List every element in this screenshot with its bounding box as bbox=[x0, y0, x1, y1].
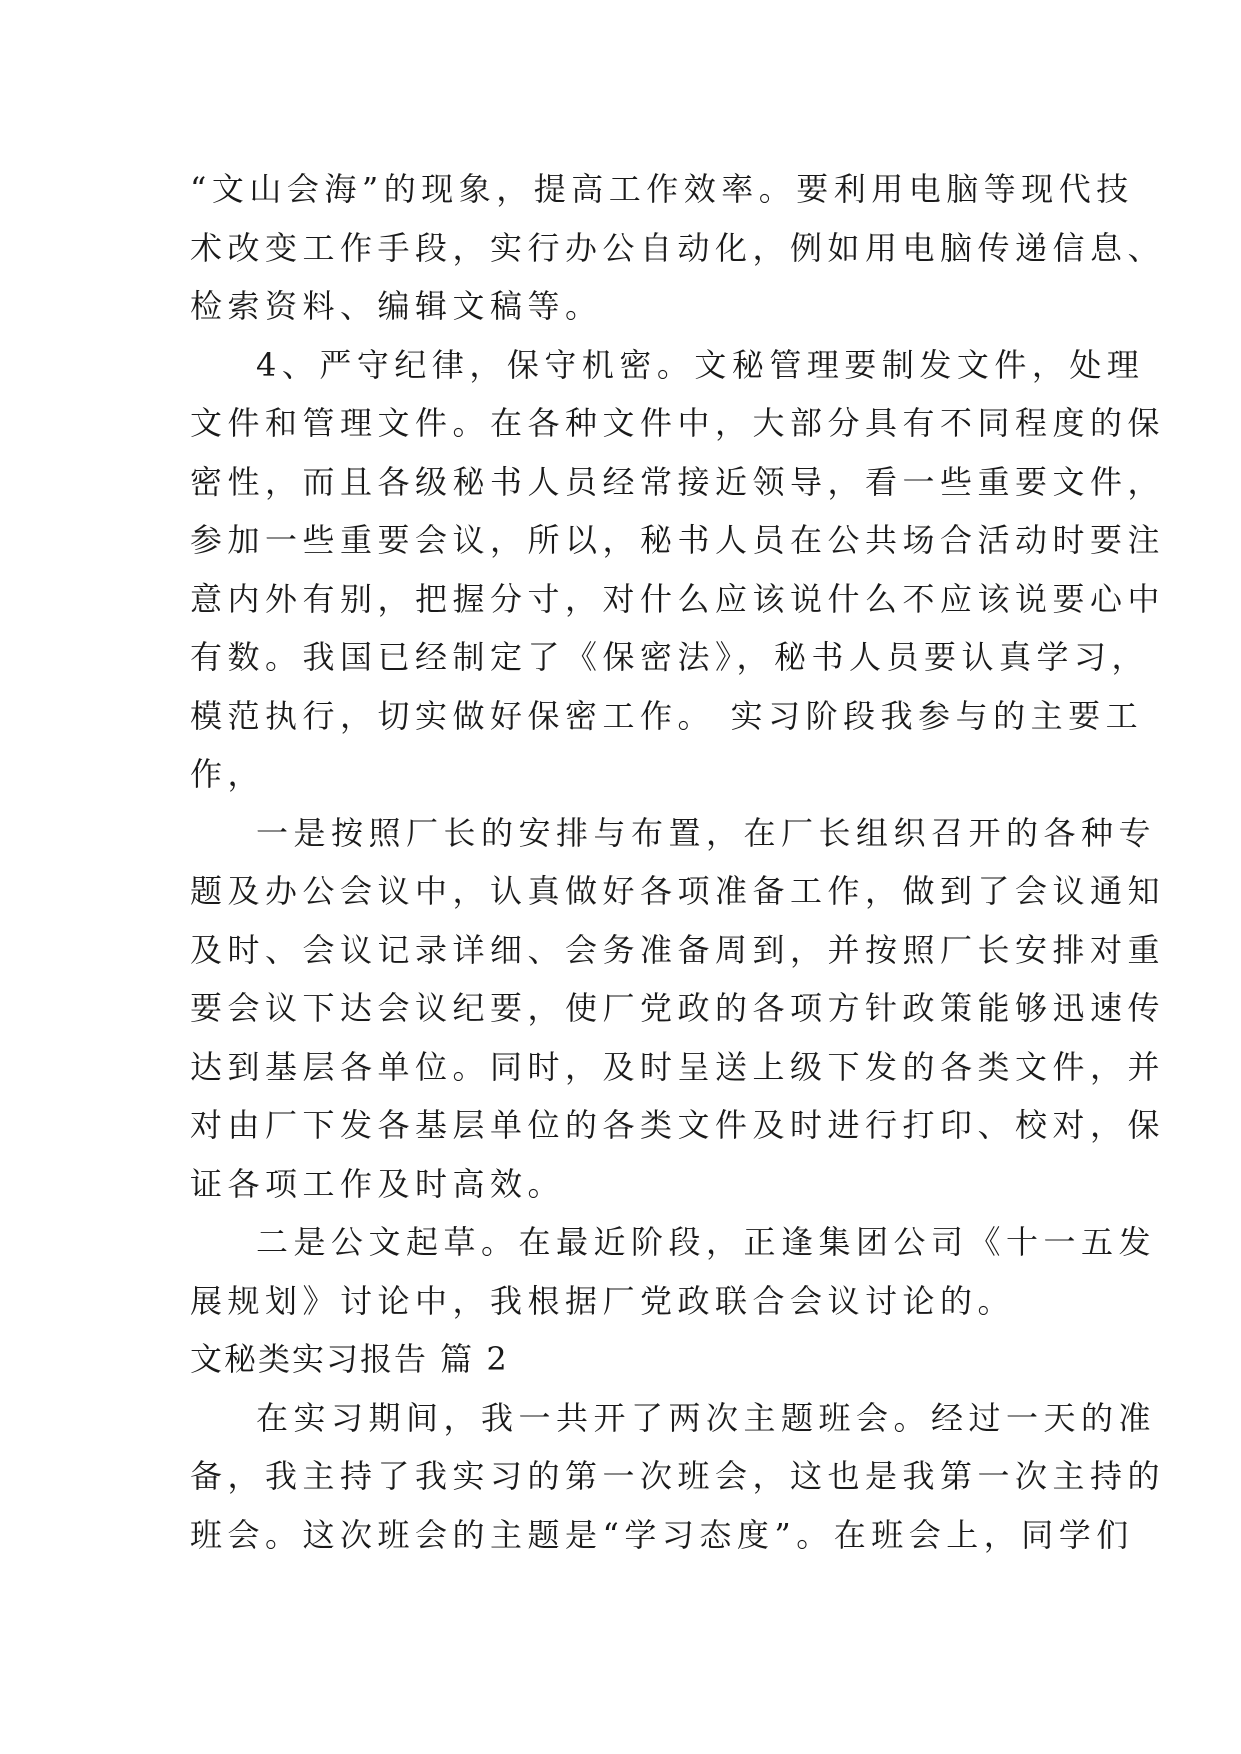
text-line: 达到基层各单位。同时，及时呈送上级下发的各类文件，并 bbox=[190, 1047, 1166, 1086]
text-line: 证各项工作及时高效。 bbox=[190, 1164, 566, 1203]
paragraph-start-line: 二是公文起草。在最近阶段，正逢集团公司《十一五发 bbox=[256, 1223, 1157, 1261]
text-line: 意内外有别，把握分寸，对什么应该说什么不应该说要心中 bbox=[190, 579, 1166, 618]
text-line: 展规划》讨论中，我根据厂党政联合会议讨论的。 bbox=[190, 1281, 1016, 1320]
text-line: 对由厂下发各基层单位的各类文件及时进行打印、校对，保 bbox=[190, 1106, 1166, 1144]
text-line: 有数。我国已经制定了《保密法》，秘书人员要认真学习， bbox=[190, 638, 1150, 676]
paragraph-start-line: 一是按照厂长的安排与布置，在厂长组织召开的各种专 bbox=[256, 813, 1157, 852]
text-line: “文山会海”的现象，提高工作效率。要利用电脑等现代技 bbox=[190, 170, 1134, 208]
text-line: 班会。这次班会的主题是“学习态度”。在班会上，同学们 bbox=[190, 1515, 1134, 1554]
text-line: 术改变工作手段，实行办公自动化，例如用电脑传递信息、 bbox=[190, 228, 1166, 267]
text-line: 要会议下达会议纪要，使厂党政的各项方针政策能够迅速传 bbox=[190, 989, 1166, 1027]
text-line: 密性，而且各级秘书人员经常接近领导，看一些重要文件， bbox=[190, 462, 1166, 501]
text-line: 参加一些重要会议，所以，秘书人员在公共场合活动时要注 bbox=[190, 521, 1166, 559]
text-line: 备，我主持了我实习的第一次班会，这也是我第一次主持的 bbox=[190, 1457, 1166, 1495]
text-line: 模范执行，切实做好保密工作。 实习阶段我参与的主要工 bbox=[190, 696, 1144, 735]
paragraph-start-line: 4、严守纪律，保守机密。文秘管理要制发文件，处理 bbox=[256, 345, 1145, 384]
text-line: 题及办公会议中，认真做好各项准备工作，做到了会议通知 bbox=[190, 872, 1166, 910]
paragraph-start-line: 在实习期间，我一共开了两次主题班会。经过一天的准 bbox=[256, 1398, 1157, 1437]
text-line: 及时、会议记录详细、会务准备周到，并按照厂长安排对重 bbox=[190, 930, 1166, 969]
text-line: 检索资料、编辑文稿等。 bbox=[190, 287, 603, 325]
text-line: 文件和管理文件。在各种文件中，大部分具有不同程度的保 bbox=[190, 404, 1166, 442]
section-heading: 文秘类实习报告 篇 2 bbox=[190, 1340, 509, 1378]
document-page bbox=[190, 160, 1166, 1564]
text-line: 作， bbox=[190, 755, 266, 793]
